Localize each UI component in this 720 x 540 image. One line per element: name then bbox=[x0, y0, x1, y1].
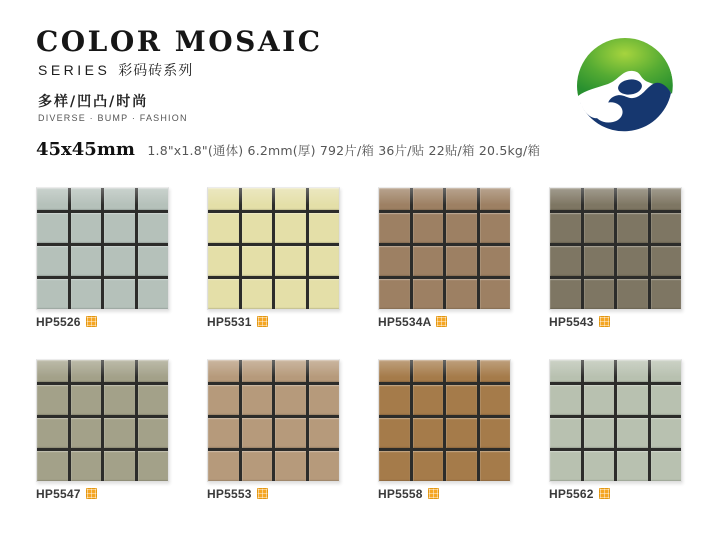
product-code: HP5547 bbox=[36, 486, 81, 501]
mosaic-cell bbox=[379, 279, 410, 309]
mosaic-cell bbox=[617, 451, 648, 481]
mosaic-cell bbox=[413, 360, 444, 382]
mosaic-cell bbox=[138, 360, 169, 382]
mosaic-cell bbox=[379, 213, 410, 243]
mosaic-cell bbox=[37, 279, 68, 309]
mosaic-cell bbox=[208, 213, 239, 243]
mosaic-cell bbox=[275, 360, 306, 382]
mosaic-cell bbox=[379, 451, 410, 481]
mosaic-cell bbox=[37, 385, 68, 415]
series-subtitle bbox=[38, 63, 193, 78]
mosaic-cell bbox=[242, 279, 273, 309]
mosaic-cell bbox=[617, 279, 648, 309]
mosaic-cell bbox=[413, 418, 444, 448]
mosaic-cell bbox=[71, 213, 102, 243]
mosaic-swatch-image bbox=[36, 359, 169, 482]
mosaic-cell bbox=[242, 385, 273, 415]
mosaic-cell bbox=[480, 451, 511, 481]
mosaic-cell bbox=[208, 279, 239, 309]
mosaic-cell bbox=[37, 188, 68, 210]
mosaic-cell bbox=[446, 279, 477, 309]
mosaic-cell bbox=[480, 418, 511, 448]
mosaic-cell bbox=[104, 385, 135, 415]
product-label-row bbox=[378, 487, 511, 500]
mosaic-cell bbox=[275, 213, 306, 243]
mosaic-grid-badge-icon bbox=[257, 488, 268, 499]
product-code: HP5553 bbox=[207, 486, 252, 501]
mosaic-swatch-image bbox=[378, 187, 511, 310]
mosaic-cell bbox=[617, 360, 648, 382]
mosaic-swatch-image bbox=[36, 187, 169, 310]
mosaic-cell bbox=[138, 279, 169, 309]
product-grid bbox=[36, 187, 682, 500]
mosaic-cell bbox=[651, 451, 682, 481]
mosaic-cell bbox=[480, 385, 511, 415]
mosaic-cell bbox=[242, 360, 273, 382]
product-code: HP5543 bbox=[549, 314, 594, 329]
mosaic-swatch-image bbox=[549, 187, 682, 310]
mosaic-cell bbox=[480, 246, 511, 276]
mosaic-cell bbox=[104, 360, 135, 382]
mosaic-cell bbox=[104, 451, 135, 481]
mosaic-cell bbox=[446, 418, 477, 448]
mosaic-cell bbox=[550, 451, 581, 481]
mosaic-cell bbox=[550, 360, 581, 382]
mosaic-cell bbox=[651, 213, 682, 243]
series-label-cn: 彩码砖系列 bbox=[118, 63, 194, 79]
mosaic-cell bbox=[446, 385, 477, 415]
product-card bbox=[207, 187, 340, 328]
mosaic-cell bbox=[550, 385, 581, 415]
mosaic-cell bbox=[651, 279, 682, 309]
mosaic-cell bbox=[37, 213, 68, 243]
mosaic-cell bbox=[584, 279, 615, 309]
mosaic-cell bbox=[480, 188, 511, 210]
mosaic-cell bbox=[413, 385, 444, 415]
product-label-row bbox=[207, 315, 340, 328]
product-label-row bbox=[378, 315, 511, 328]
series-label-en: SERIES bbox=[38, 62, 111, 78]
mosaic-cell bbox=[37, 418, 68, 448]
mosaic-cell bbox=[309, 385, 340, 415]
product-card bbox=[207, 359, 340, 500]
product-label-row bbox=[36, 315, 169, 328]
mosaic-cell bbox=[651, 246, 682, 276]
mosaic-cell bbox=[584, 451, 615, 481]
mosaic-cell bbox=[138, 213, 169, 243]
mosaic-cell bbox=[104, 188, 135, 210]
product-code: HP5531 bbox=[207, 314, 252, 329]
mosaic-cell bbox=[651, 418, 682, 448]
mosaic-cell bbox=[275, 279, 306, 309]
mosaic-cell bbox=[446, 188, 477, 210]
mosaic-cell bbox=[138, 385, 169, 415]
mosaic-cell bbox=[651, 188, 682, 210]
mosaic-cell bbox=[242, 451, 273, 481]
mosaic-cell bbox=[379, 385, 410, 415]
tagline-english: DIVERSE · BUMP · FASHION bbox=[38, 113, 188, 123]
product-card bbox=[36, 187, 169, 328]
mosaic-cell bbox=[138, 418, 169, 448]
mosaic-grid-badge-icon bbox=[86, 316, 97, 327]
page-title: COLOR MOSAIC bbox=[36, 25, 323, 58]
mosaic-grid-badge-icon bbox=[436, 316, 447, 327]
mosaic-cell bbox=[446, 360, 477, 382]
mosaic-cell bbox=[480, 213, 511, 243]
mosaic-cell bbox=[550, 188, 581, 210]
mosaic-cell bbox=[275, 451, 306, 481]
mosaic-swatch-image bbox=[549, 359, 682, 482]
mosaic-cell bbox=[584, 246, 615, 276]
mosaic-cell bbox=[104, 213, 135, 243]
mosaic-cell bbox=[550, 213, 581, 243]
mosaic-cell bbox=[413, 279, 444, 309]
mosaic-cell bbox=[138, 246, 169, 276]
mosaic-cell bbox=[71, 451, 102, 481]
mosaic-cell bbox=[309, 418, 340, 448]
mosaic-cell bbox=[275, 385, 306, 415]
mosaic-cell bbox=[446, 213, 477, 243]
product-spec-line bbox=[36, 141, 540, 160]
mosaic-grid-badge-icon bbox=[257, 316, 268, 327]
mosaic-cell bbox=[617, 213, 648, 243]
mosaic-cell bbox=[550, 279, 581, 309]
mosaic-cell bbox=[208, 188, 239, 210]
mosaic-cell bbox=[71, 279, 102, 309]
mosaic-cell bbox=[617, 418, 648, 448]
mosaic-cell bbox=[242, 213, 273, 243]
mosaic-swatch-image bbox=[207, 359, 340, 482]
mosaic-cell bbox=[413, 451, 444, 481]
mosaic-cell bbox=[379, 418, 410, 448]
mosaic-cell bbox=[584, 360, 615, 382]
mosaic-grid-badge-icon bbox=[428, 488, 439, 499]
mosaic-cell bbox=[275, 418, 306, 448]
mosaic-swatch-image bbox=[378, 359, 511, 482]
mosaic-cell bbox=[138, 188, 169, 210]
tagline-chinese: 多样/凹凸/时尚 bbox=[38, 94, 149, 110]
product-label-row bbox=[36, 487, 169, 500]
mosaic-cell bbox=[651, 385, 682, 415]
product-card bbox=[36, 359, 169, 500]
mosaic-cell bbox=[37, 360, 68, 382]
mosaic-cell bbox=[446, 451, 477, 481]
mosaic-cell bbox=[309, 279, 340, 309]
mosaic-cell bbox=[208, 360, 239, 382]
mosaic-cell bbox=[71, 246, 102, 276]
mosaic-cell bbox=[413, 213, 444, 243]
tile-spec-details: 1.8"x1.8"(通体) 6.2mm(厚) 792片/箱 36片/贴 22贴/箱 20.5kg/箱 bbox=[147, 143, 541, 158]
mosaic-cell bbox=[242, 418, 273, 448]
tile-size: 45x45mm bbox=[36, 139, 135, 160]
product-label-row bbox=[549, 487, 682, 500]
mosaic-cell bbox=[584, 188, 615, 210]
mosaic-cell bbox=[242, 246, 273, 276]
product-label-row bbox=[549, 315, 682, 328]
mosaic-cell bbox=[208, 451, 239, 481]
product-code: HP5562 bbox=[549, 486, 594, 501]
mosaic-cell bbox=[550, 418, 581, 448]
mosaic-cell bbox=[242, 188, 273, 210]
product-label-row bbox=[207, 487, 340, 500]
mosaic-cell bbox=[275, 246, 306, 276]
mosaic-cell bbox=[379, 360, 410, 382]
mosaic-cell bbox=[37, 246, 68, 276]
mosaic-cell bbox=[37, 451, 68, 481]
mosaic-cell bbox=[584, 385, 615, 415]
mosaic-cell bbox=[104, 418, 135, 448]
product-card bbox=[549, 187, 682, 328]
mosaic-cell bbox=[617, 188, 648, 210]
product-card bbox=[378, 187, 511, 328]
mosaic-cell bbox=[550, 246, 581, 276]
mosaic-cell bbox=[208, 418, 239, 448]
mosaic-cell bbox=[309, 246, 340, 276]
product-card bbox=[549, 359, 682, 500]
mosaic-cell bbox=[104, 246, 135, 276]
mosaic-cell bbox=[584, 213, 615, 243]
mosaic-cell bbox=[71, 188, 102, 210]
mosaic-cell bbox=[413, 246, 444, 276]
mosaic-cell bbox=[208, 246, 239, 276]
mosaic-cell bbox=[446, 246, 477, 276]
mosaic-cell bbox=[275, 188, 306, 210]
mosaic-grid-badge-icon bbox=[599, 316, 610, 327]
mosaic-cell bbox=[309, 213, 340, 243]
globe-wave-icon bbox=[575, 36, 675, 136]
mosaic-cell bbox=[71, 360, 102, 382]
mosaic-cell bbox=[71, 418, 102, 448]
mosaic-cell bbox=[617, 385, 648, 415]
mosaic-cell bbox=[309, 451, 340, 481]
brand-logo bbox=[575, 36, 675, 136]
product-card bbox=[378, 359, 511, 500]
mosaic-cell bbox=[617, 246, 648, 276]
mosaic-grid-badge-icon bbox=[599, 488, 610, 499]
mosaic-grid-badge-icon bbox=[86, 488, 97, 499]
mosaic-cell bbox=[309, 188, 340, 210]
mosaic-cell bbox=[208, 385, 239, 415]
mosaic-cell bbox=[413, 188, 444, 210]
mosaic-cell bbox=[480, 360, 511, 382]
mosaic-cell bbox=[104, 279, 135, 309]
product-code: HP5526 bbox=[36, 314, 81, 329]
mosaic-cell bbox=[138, 451, 169, 481]
mosaic-cell bbox=[651, 360, 682, 382]
mosaic-cell bbox=[584, 418, 615, 448]
mosaic-cell bbox=[309, 360, 340, 382]
mosaic-cell bbox=[379, 188, 410, 210]
mosaic-cell bbox=[379, 246, 410, 276]
product-code: HP5534A bbox=[378, 314, 432, 329]
mosaic-cell bbox=[480, 279, 511, 309]
mosaic-swatch-image bbox=[207, 187, 340, 310]
mosaic-cell bbox=[71, 385, 102, 415]
product-code: HP5558 bbox=[378, 486, 423, 501]
